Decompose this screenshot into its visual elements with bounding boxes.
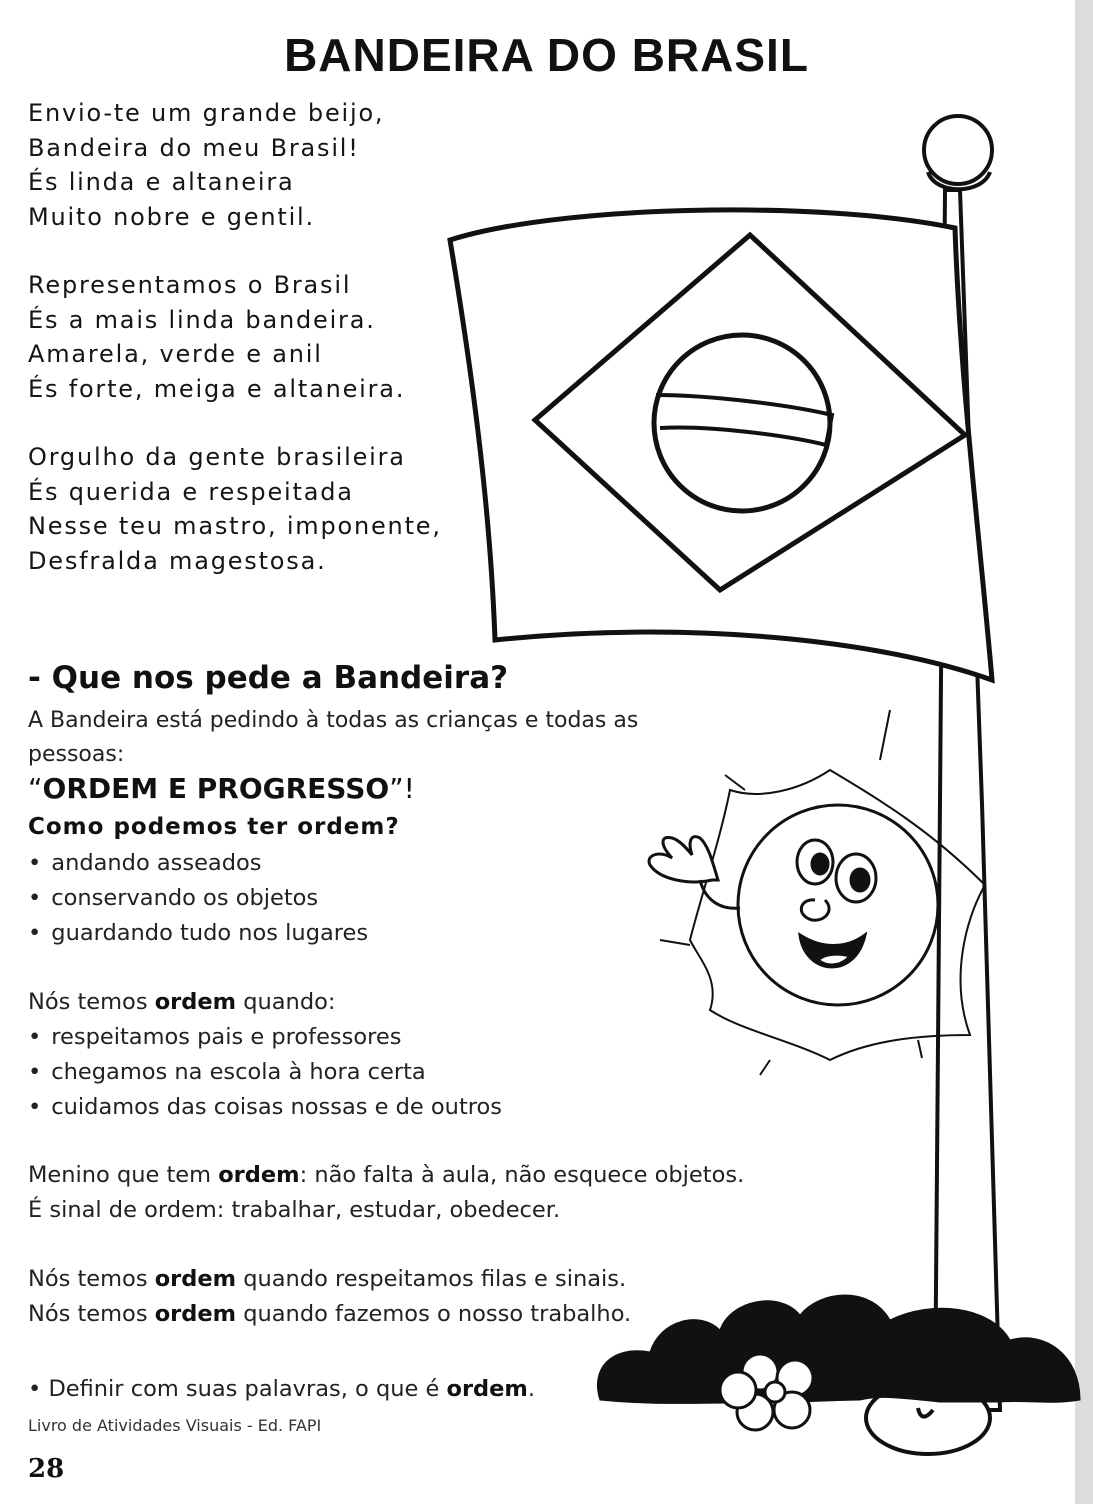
motto-close-quote: ”! bbox=[389, 772, 415, 805]
poem-line: Representamos o Brasil bbox=[28, 271, 352, 299]
ways-list bbox=[28, 846, 368, 951]
sun-nose bbox=[801, 900, 829, 920]
poem-stanza-1 bbox=[28, 96, 442, 234]
poem-line: Amarela, verde e anil bbox=[28, 340, 323, 368]
text: Nós temos bbox=[28, 989, 155, 1015]
motto-open-quote: “ bbox=[28, 772, 43, 805]
bold-word: ordem bbox=[154, 1301, 237, 1327]
poem-line: Orgulho da gente brasileira bbox=[28, 443, 406, 471]
bold-word: ordem bbox=[446, 1376, 528, 1402]
page-number: 28 bbox=[28, 1454, 65, 1484]
text: quando fazemos o nosso trabalho. bbox=[236, 1301, 632, 1327]
task-instruction: • Definir com suas palavras, o que é ordem. bbox=[28, 1376, 536, 1402]
poem-stanza-3 bbox=[28, 440, 442, 578]
list-item: • andando asseados bbox=[28, 846, 368, 881]
text: Menino que tem bbox=[28, 1162, 219, 1188]
page-title: BANDEIRA DO BRASIL bbox=[284, 29, 809, 81]
pole-finial bbox=[924, 116, 992, 184]
poem-line: Desfralda magestosa. bbox=[28, 546, 327, 575]
list-item: • guardando tudo nos lugares bbox=[28, 916, 368, 951]
text: Nós temos bbox=[28, 1266, 155, 1292]
text: quando: bbox=[236, 989, 336, 1015]
poem-line: És forte, meiga e altaneira. bbox=[28, 374, 406, 403]
bold-word: ordem bbox=[154, 1266, 237, 1292]
poem-line: Bandeira do meu Brasil! bbox=[28, 133, 360, 162]
sun-character bbox=[649, 710, 985, 1075]
poem-line: És querida e respeitada bbox=[28, 477, 354, 506]
sun-face bbox=[738, 805, 938, 1005]
paragraph-2: É sinal de ordem: trabalhar, estudar, obedecer. bbox=[28, 1197, 561, 1223]
poem-line: Nesse teu mastro, imponente, bbox=[28, 512, 442, 540]
list-item: • chegamos na escola à hora certa bbox=[28, 1055, 502, 1090]
order-intro bbox=[28, 985, 335, 1020]
text: : não falta à aula, não esquece objetos. bbox=[299, 1162, 745, 1188]
sun-hand bbox=[649, 837, 718, 882]
paragraph-4 bbox=[28, 1297, 631, 1332]
motto-text: ORDEM E PROGRESSO bbox=[42, 772, 390, 805]
text: . bbox=[527, 1376, 536, 1402]
page-shadow bbox=[1075, 0, 1093, 1504]
question-answer: A Bandeira está pedindo à todas as crianças e todas as pessoas: bbox=[28, 708, 639, 767]
list-item: • cuidamos das coisas nossas e de outros bbox=[28, 1090, 502, 1125]
brazil-flag-drawing bbox=[450, 210, 992, 680]
paragraph-3 bbox=[28, 1262, 626, 1297]
poem-stanza-2 bbox=[28, 268, 442, 406]
poem-line: Muito nobre e gentil. bbox=[28, 202, 315, 231]
question-heading: - Que nos pede a Bandeira? bbox=[28, 660, 509, 696]
motto bbox=[28, 772, 415, 805]
poem-line: És a mais linda bandeira. bbox=[28, 305, 376, 334]
paragraph-1 bbox=[28, 1158, 744, 1193]
text: quando respeitamos filas e sinais. bbox=[236, 1266, 627, 1292]
bold-word: ordem bbox=[218, 1162, 300, 1188]
order-list bbox=[28, 1020, 502, 1125]
text: Nós temos bbox=[28, 1301, 155, 1327]
bush bbox=[597, 1295, 1080, 1403]
sub-question: Como podemos ter ordem? bbox=[28, 814, 400, 840]
list-item: • respeitamos pais e professores bbox=[28, 1020, 502, 1055]
text: Definir com suas palavras, o que é bbox=[48, 1376, 447, 1402]
flag-globe bbox=[654, 335, 830, 511]
footer-credit: Livro de Atividades Visuais - Ed. FAPI bbox=[28, 1416, 322, 1435]
list-item: • conservando os objetos bbox=[28, 881, 368, 916]
poem-line: És linda e altaneira bbox=[28, 168, 295, 196]
poem bbox=[28, 96, 442, 612]
bold-word: ordem bbox=[154, 989, 237, 1015]
poem-line: Envio-te um grande beijo, bbox=[28, 99, 385, 127]
